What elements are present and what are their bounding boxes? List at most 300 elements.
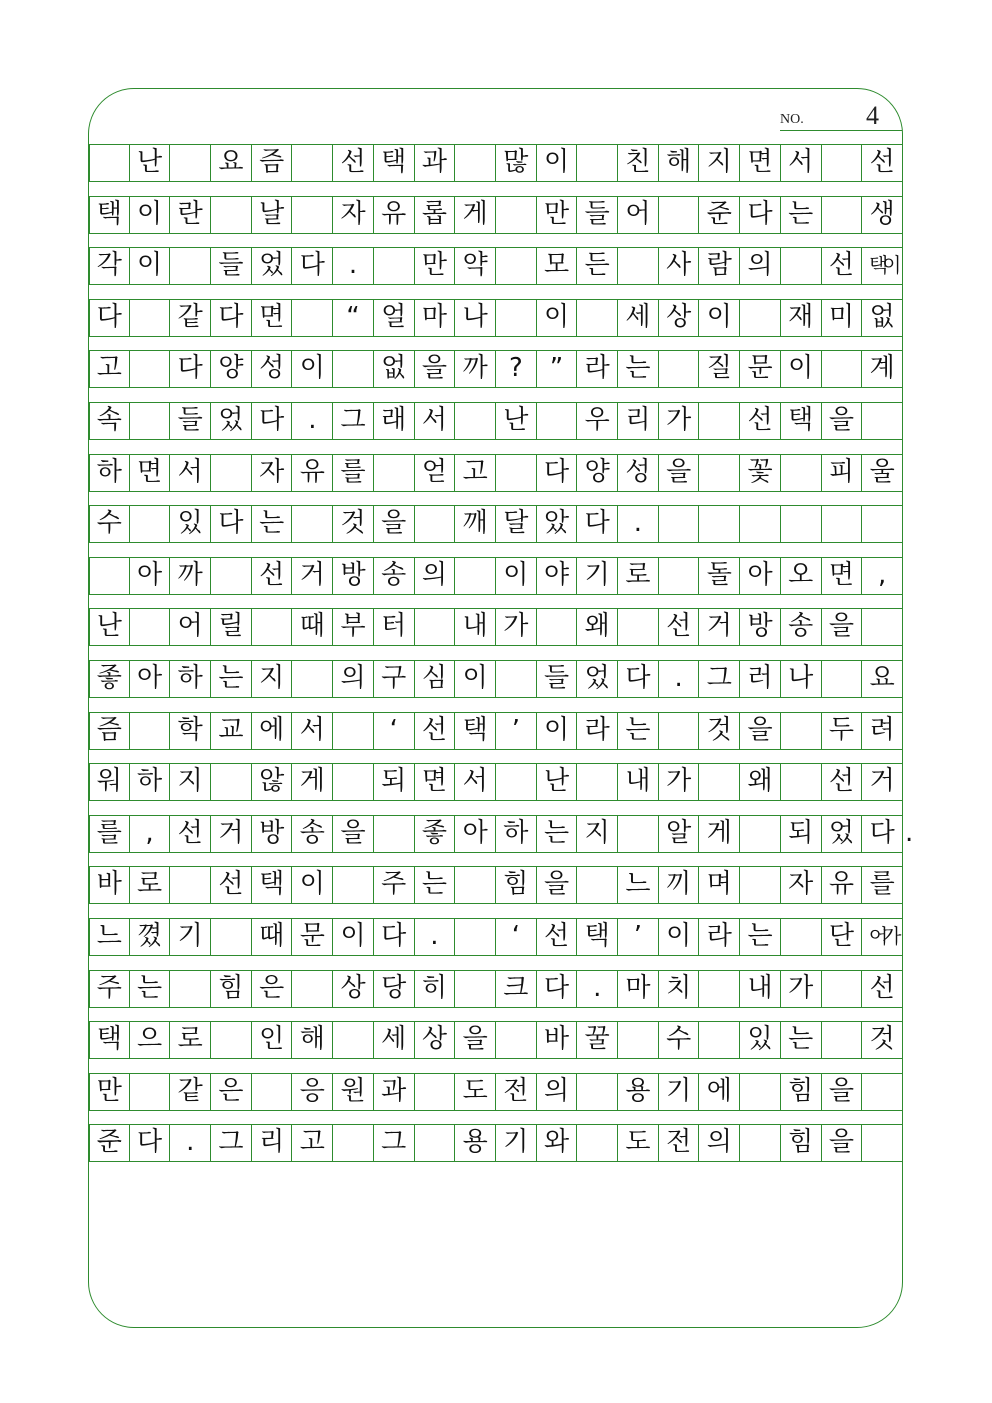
- grid-cell: 미: [822, 300, 863, 336]
- grid-cell: 인: [252, 1022, 293, 1058]
- grid-cell: [496, 248, 537, 284]
- grid-cell: [781, 764, 822, 800]
- manuscript-row: [89, 505, 903, 543]
- grid-cell: 기: [170, 919, 211, 955]
- grid-cell: 다: [252, 403, 293, 439]
- grid-cell: [496, 455, 537, 491]
- grid-cell: 용: [618, 1074, 659, 1110]
- grid-cell: [293, 661, 334, 697]
- grid-cell: 하: [170, 661, 211, 697]
- grid-cell: 성: [252, 351, 293, 387]
- grid-cell: “: [333, 300, 374, 336]
- grid-cell: [455, 867, 496, 903]
- grid-cell: 선: [537, 919, 578, 955]
- grid-cell: 다: [170, 351, 211, 387]
- grid-cell: 가: [781, 971, 822, 1007]
- grid-cell: 단: [822, 919, 863, 955]
- grid-cell: 수: [659, 1022, 700, 1058]
- grid-cell: 선: [252, 558, 293, 594]
- grid-cell: 그: [211, 1125, 252, 1161]
- grid-cell: 로: [170, 1022, 211, 1058]
- grid-cell: [415, 1125, 456, 1161]
- grid-cell: 면: [740, 145, 781, 181]
- grid-cell: 지: [700, 145, 741, 181]
- grid-cell: 상: [415, 1022, 456, 1058]
- grid-cell: 어가: [862, 919, 903, 955]
- grid-cell: 자: [252, 455, 293, 491]
- grid-cell: 하: [130, 764, 171, 800]
- grid-cell: [333, 1125, 374, 1161]
- grid-cell: [700, 764, 741, 800]
- grid-cell: 이: [659, 919, 700, 955]
- grid-cell: 것: [700, 713, 741, 749]
- grid-cell: 는: [618, 351, 659, 387]
- grid-cell: 라: [700, 919, 741, 955]
- grid-cell: [455, 971, 496, 1007]
- grid-cell: [211, 197, 252, 233]
- grid-cell: 지: [577, 816, 618, 852]
- grid-cell: 부: [333, 609, 374, 645]
- grid-cell: 라: [577, 351, 618, 387]
- page-number-label: NO.: [780, 112, 804, 127]
- grid-cell: 롭: [415, 197, 456, 233]
- manuscript-row: [89, 247, 903, 285]
- grid-cell: 까: [455, 351, 496, 387]
- grid-cell: 을: [822, 403, 863, 439]
- grid-cell: 는: [130, 971, 171, 1007]
- grid-cell: 선: [415, 713, 456, 749]
- grid-cell: [781, 919, 822, 955]
- grid-cell: 왜: [577, 609, 618, 645]
- grid-cell: [659, 197, 700, 233]
- grid-cell: 문: [740, 351, 781, 387]
- grid-cell: 선: [862, 145, 903, 181]
- grid-cell: 없: [374, 351, 415, 387]
- grid-cell: [455, 403, 496, 439]
- grid-cell: 릴: [211, 609, 252, 645]
- grid-cell: 양: [577, 455, 618, 491]
- grid-cell: [862, 1125, 903, 1161]
- grid-cell: 거: [862, 764, 903, 800]
- grid-cell: 바: [89, 867, 130, 903]
- grid-cell: 난: [496, 403, 537, 439]
- grid-cell: [618, 248, 659, 284]
- grid-cell: 두: [822, 713, 863, 749]
- grid-cell: 라: [577, 713, 618, 749]
- grid-cell: [577, 1074, 618, 1110]
- grid-cell: [537, 609, 578, 645]
- grid-cell: 의: [537, 1074, 578, 1110]
- grid-cell: 야: [537, 558, 578, 594]
- grid-cell: 들: [577, 197, 618, 233]
- grid-cell: 송: [293, 816, 334, 852]
- grid-cell: 이: [455, 661, 496, 697]
- grid-cell: 다: [211, 506, 252, 542]
- grid-cell: 을: [537, 867, 578, 903]
- grid-cell: 방: [740, 609, 781, 645]
- grid-cell: 은: [252, 971, 293, 1007]
- grid-cell: 든: [577, 248, 618, 284]
- grid-cell: .: [333, 248, 374, 284]
- grid-cell: 꼈: [130, 919, 171, 955]
- grid-cell: 힘: [496, 867, 537, 903]
- grid-cell: 힘: [781, 1074, 822, 1110]
- grid-cell: 들: [170, 403, 211, 439]
- grid-cell: [496, 300, 537, 336]
- grid-cell: 만: [415, 248, 456, 284]
- grid-cell: 란: [170, 197, 211, 233]
- grid-cell: 택: [374, 145, 415, 181]
- grid-cell: 다: [537, 455, 578, 491]
- grid-cell: [211, 764, 252, 800]
- grid-cell: [740, 1074, 781, 1110]
- grid-cell: 가: [496, 609, 537, 645]
- grid-cell: 을: [415, 351, 456, 387]
- grid-cell: 며: [700, 867, 741, 903]
- grid-cell: 하: [496, 816, 537, 852]
- grid-cell: 구: [374, 661, 415, 697]
- manuscript-row: [89, 350, 903, 388]
- grid-cell: 의: [415, 558, 456, 594]
- grid-cell: [130, 351, 171, 387]
- grid-cell: 다: [374, 919, 415, 955]
- grid-cell: 문: [293, 919, 334, 955]
- grid-cell: 게: [700, 816, 741, 852]
- grid-cell: 되: [781, 816, 822, 852]
- grid-cell: 각: [89, 248, 130, 284]
- grid-cell: [293, 145, 334, 181]
- grid-cell: 로: [130, 867, 171, 903]
- grid-cell: 심: [415, 661, 456, 697]
- grid-cell: [415, 609, 456, 645]
- grid-cell: 고: [293, 1125, 334, 1161]
- grid-cell: 아: [130, 558, 171, 594]
- grid-cell: [618, 1022, 659, 1058]
- grid-cell: 성: [618, 455, 659, 491]
- grid-cell: [700, 403, 741, 439]
- grid-cell: 선: [822, 764, 863, 800]
- grid-cell: 을: [455, 1022, 496, 1058]
- grid-cell: [374, 816, 415, 852]
- grid-cell-extra-char: 가: [882, 924, 896, 948]
- grid-cell: [170, 248, 211, 284]
- grid-cell: 응: [293, 1074, 334, 1110]
- grid-cell: 끼: [659, 867, 700, 903]
- grid-cell: 는: [618, 713, 659, 749]
- grid-cell: 즘: [252, 145, 293, 181]
- grid-cell: 다: [577, 506, 618, 542]
- grid-cell: 은: [211, 1074, 252, 1110]
- grid-cell: ’: [618, 919, 659, 955]
- grid-cell: 같: [170, 300, 211, 336]
- grid-cell: 에: [700, 1074, 741, 1110]
- grid-cell: 없: [862, 300, 903, 336]
- grid-cell: 을: [659, 455, 700, 491]
- grid-cell: [822, 1022, 863, 1058]
- grid-cell: 피: [822, 455, 863, 491]
- grid-cell: 과: [374, 1074, 415, 1110]
- grid-cell: 사: [659, 248, 700, 284]
- grid-cell: ‘: [496, 919, 537, 955]
- grid-cell: ’: [496, 713, 537, 749]
- grid-cell: 어: [170, 609, 211, 645]
- manuscript-row: [89, 763, 903, 801]
- grid-cell: 기: [496, 1125, 537, 1161]
- grid-cell: 상: [333, 971, 374, 1007]
- grid-cell: [293, 506, 334, 542]
- grid-cell: [700, 971, 741, 1007]
- grid-cell: 었: [822, 816, 863, 852]
- grid-cell: 선: [211, 867, 252, 903]
- grid-cell: 때: [252, 919, 293, 955]
- grid-cell: 이: [700, 300, 741, 336]
- grid-cell: [700, 1022, 741, 1058]
- grid-cell: 면: [130, 455, 171, 491]
- grid-cell: 다: [293, 248, 334, 284]
- grid-cell: [740, 506, 781, 542]
- grid-cell: 려: [862, 713, 903, 749]
- grid-cell: [455, 919, 496, 955]
- grid-cell: [781, 455, 822, 491]
- grid-cell: 방: [252, 816, 293, 852]
- grid-cell: 세: [374, 1022, 415, 1058]
- manuscript-row: [89, 918, 903, 956]
- grid-cell: 좋: [415, 816, 456, 852]
- grid-cell: 선: [822, 248, 863, 284]
- grid-cell: ”: [537, 351, 578, 387]
- grid-cell: [700, 506, 741, 542]
- manuscript-row: [89, 970, 903, 1008]
- grid-cell: 다: [862, 816, 903, 852]
- grid-cell: 아: [740, 558, 781, 594]
- grid-cell: [577, 867, 618, 903]
- grid-cell: [170, 971, 211, 1007]
- grid-cell: 으: [130, 1022, 171, 1058]
- grid-cell: 선: [862, 971, 903, 1007]
- grid-cell: 있: [740, 1022, 781, 1058]
- grid-cell: 해: [293, 1022, 334, 1058]
- grid-cell: 속: [89, 403, 130, 439]
- grid-cell: 었: [211, 403, 252, 439]
- grid-cell: 고: [455, 455, 496, 491]
- grid-cell: [130, 713, 171, 749]
- manuscript-row: [89, 866, 903, 904]
- grid-cell: 힘: [211, 971, 252, 1007]
- grid-cell: [822, 351, 863, 387]
- grid-cell: [374, 248, 415, 284]
- grid-cell: 을: [822, 1074, 863, 1110]
- grid-cell: 같: [170, 1074, 211, 1110]
- manuscript-row: [89, 1073, 903, 1111]
- grid-cell: [577, 1125, 618, 1161]
- grid-cell: 었: [577, 661, 618, 697]
- grid-cell: .: [577, 971, 618, 1007]
- grid-cell: 람: [700, 248, 741, 284]
- grid-cell: [862, 506, 903, 542]
- grid-cell: [659, 351, 700, 387]
- grid-cell: 의: [740, 248, 781, 284]
- grid-cell: 면: [252, 300, 293, 336]
- grid-cell: 고: [89, 351, 130, 387]
- grid-cell: 요: [862, 661, 903, 697]
- grid-cell: 생: [862, 197, 903, 233]
- grid-cell: 터: [374, 609, 415, 645]
- manuscript-row: [89, 454, 903, 492]
- grid-cell: 를: [333, 455, 374, 491]
- grid-cell: 서: [170, 455, 211, 491]
- grid-cell: 왜: [740, 764, 781, 800]
- grid-cell: 면: [822, 558, 863, 594]
- grid-cell: 를: [862, 867, 903, 903]
- grid-cell: 도: [455, 1074, 496, 1110]
- grid-cell: 을: [374, 506, 415, 542]
- grid-cell: [659, 558, 700, 594]
- grid-cell: ,: [862, 558, 903, 594]
- grid-cell: 택이: [862, 248, 903, 284]
- grid-cell: 내: [618, 764, 659, 800]
- grid-cell: 학: [170, 713, 211, 749]
- grid-cell: 이: [293, 867, 334, 903]
- grid-cell: [496, 764, 537, 800]
- grid-cell: 는: [415, 867, 456, 903]
- grid-cell: 거: [700, 609, 741, 645]
- grid-cell: 깨: [455, 506, 496, 542]
- grid-cell: 해: [659, 145, 700, 181]
- grid-cell: [862, 403, 903, 439]
- manuscript-row: [89, 402, 903, 440]
- manuscript-row: [89, 196, 903, 234]
- grid-cell: 다: [130, 1125, 171, 1161]
- grid-cell: 우: [577, 403, 618, 439]
- grid-cell: [333, 351, 374, 387]
- grid-cell: [618, 816, 659, 852]
- grid-cell: [659, 506, 700, 542]
- grid-cell: 택: [455, 713, 496, 749]
- grid-cell: 다: [618, 661, 659, 697]
- grid-cell: 만: [89, 1074, 130, 1110]
- grid-cell: 이: [496, 558, 537, 594]
- grid-cell: 하: [89, 455, 130, 491]
- grid-cell: [333, 764, 374, 800]
- grid-cell: 때: [293, 609, 334, 645]
- grid-cell: 서: [781, 145, 822, 181]
- grid-cell: 가: [659, 764, 700, 800]
- grid-cell: 힘: [781, 1125, 822, 1161]
- manuscript-row: [89, 557, 903, 595]
- grid-cell: [293, 300, 334, 336]
- grid-cell: 얼: [374, 300, 415, 336]
- grid-cell: 크: [496, 971, 537, 1007]
- grid-cell: 과: [415, 145, 456, 181]
- grid-cell: 세: [618, 300, 659, 336]
- grid-cell: 다: [89, 300, 130, 336]
- grid-cell: 원: [333, 1074, 374, 1110]
- grid-cell: 어: [618, 197, 659, 233]
- grid-cell: 지: [252, 661, 293, 697]
- grid-cell: [130, 506, 171, 542]
- grid-cell: 을: [740, 713, 781, 749]
- grid-cell: 택: [577, 919, 618, 955]
- grid-cell: 리: [252, 1125, 293, 1161]
- grid-cell: 당: [374, 971, 415, 1007]
- grid-cell: 다: [537, 971, 578, 1007]
- grid-cell: 돌: [700, 558, 741, 594]
- grid-cell: [496, 197, 537, 233]
- grid-cell: .: [659, 661, 700, 697]
- grid-cell: 내: [740, 971, 781, 1007]
- grid-cell: 치: [659, 971, 700, 1007]
- grid-cell: 교: [211, 713, 252, 749]
- grid-cell: 그: [333, 403, 374, 439]
- grid-cell: [374, 455, 415, 491]
- grid-cell: [130, 1074, 171, 1110]
- grid-cell: [781, 506, 822, 542]
- grid-cell: 자: [333, 197, 374, 233]
- grid-cell: [130, 403, 171, 439]
- manuscript-row: [89, 712, 903, 750]
- grid-cell: 택: [89, 1022, 130, 1058]
- grid-cell: 는: [211, 661, 252, 697]
- grid-cell: 양: [211, 351, 252, 387]
- grid-cell: [333, 867, 374, 903]
- grid-cell: 수: [89, 506, 130, 542]
- grid-cell: [333, 1022, 374, 1058]
- grid-cell: [211, 1022, 252, 1058]
- grid-cell: [822, 661, 863, 697]
- grid-cell: [211, 455, 252, 491]
- grid-cell: 나: [455, 300, 496, 336]
- grid-cell: [577, 300, 618, 336]
- grid-cell: 모: [537, 248, 578, 284]
- grid-cell: 상: [659, 300, 700, 336]
- grid-cell: ,: [130, 816, 171, 852]
- grid-cell: 서: [415, 403, 456, 439]
- grid-cell: 이: [333, 919, 374, 955]
- grid-cell: 었: [252, 248, 293, 284]
- manuscript-row: [89, 660, 903, 698]
- grid-cell: [700, 455, 741, 491]
- grid-cell: 주: [374, 867, 415, 903]
- grid-cell: 것: [333, 506, 374, 542]
- grid-cell: [293, 971, 334, 1007]
- grid-cell: 얻: [415, 455, 456, 491]
- grid-cell: 는: [781, 1022, 822, 1058]
- grid-cell: [822, 145, 863, 181]
- grid-cell: ‘: [374, 713, 415, 749]
- grid-cell: 들: [537, 661, 578, 697]
- grid-cell: 울: [862, 455, 903, 491]
- grid-cell: 서: [455, 764, 496, 800]
- grid-cell: .: [293, 403, 334, 439]
- grid-cell: 기: [659, 1074, 700, 1110]
- grid-cell: 이: [293, 351, 334, 387]
- grid-cell: 리: [618, 403, 659, 439]
- grid-cell: 는: [740, 919, 781, 955]
- grid-cell: 워: [89, 764, 130, 800]
- grid-cell: 바: [537, 1022, 578, 1058]
- grid-cell: 송: [374, 558, 415, 594]
- grid-cell: 면: [415, 764, 456, 800]
- grid-cell: 느: [618, 867, 659, 903]
- grid-cell: 이: [781, 351, 822, 387]
- grid-cell: 다: [740, 197, 781, 233]
- grid-cell: [496, 661, 537, 697]
- grid-cell: [862, 1074, 903, 1110]
- grid-cell: 택: [252, 867, 293, 903]
- grid-cell: 서: [293, 713, 334, 749]
- grid-cell: [862, 609, 903, 645]
- grid-cell: 약: [455, 248, 496, 284]
